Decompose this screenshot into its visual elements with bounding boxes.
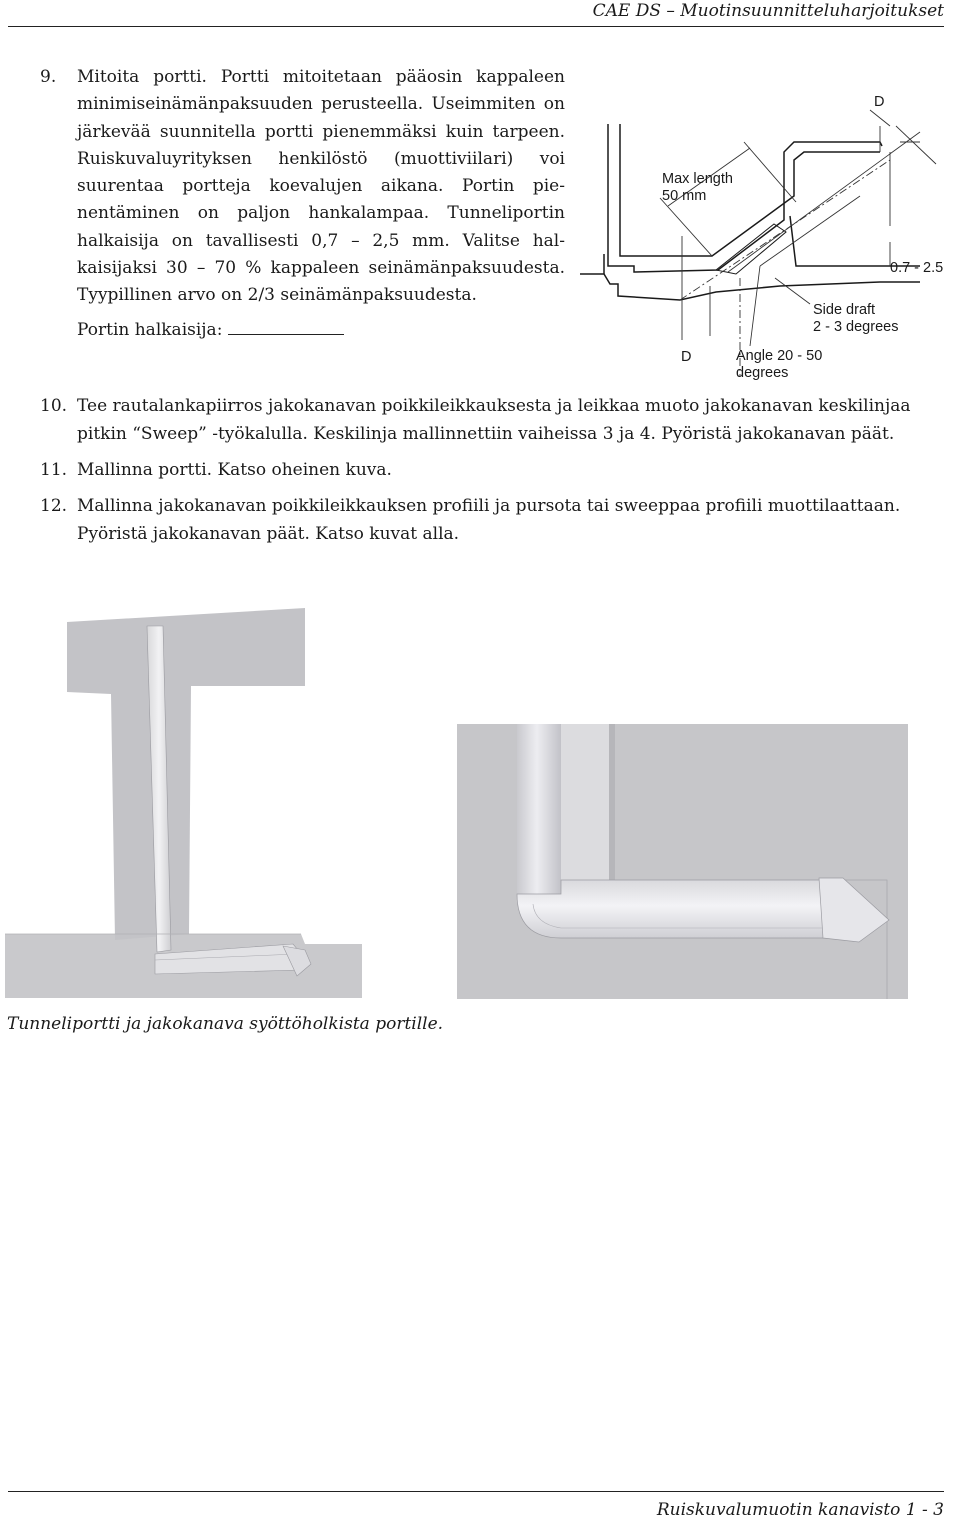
label-angle-value: degrees (736, 365, 789, 381)
list-item-11 (40, 456, 944, 484)
item-text: Mallinna jakokanavan poikkileikkauksen profiili ja pursota tai sweeppaa profiili muottilaattaan. Pyöristä jakokanavan päät. Katso kuvat alla. (77, 496, 901, 544)
label-max-length-value: 50 mm (662, 188, 707, 204)
label-d-bottom: D (681, 349, 692, 365)
list-item-10 (40, 392, 944, 448)
header-rule (8, 26, 944, 27)
list-item-9 (40, 64, 565, 310)
gate-diameter-blank (228, 316, 344, 335)
label-side-draft: Side draft (813, 302, 876, 318)
item-number: 11. (40, 460, 68, 480)
item-text: Mallinna portti. Katso oheinen kuva. (77, 460, 392, 480)
label-d-top: D (874, 94, 885, 110)
item-text: Mitoita portti. Portti mitoitetaan pääosin kappaleen minimiseinämänpaksuuden perusteella. Useimmiten on järkevää suunnitella portti pienemmäksi kuin tarpeen. Ruiskuvaluyrityksen henkilöstö (muottiviilari) voi suurentaa portteja koevalujen aikana. Portin pienentäminen on paljon hankalampaa. Tunneliportin halkaisija on tavallisesti 0,7 – 2,5 mm. Valitse halkaisijaksi 30 – 70 % kappaleen seinämänpaksuudesta. Tyypillinen arvo on 2/3 seinämänpaksuudesta. (77, 67, 565, 306)
gate-diameter-label: Portin halkaisija: (77, 320, 223, 340)
list-item-12 (40, 492, 944, 548)
label-side-draft-value: 2 - 3 degrees (813, 319, 899, 335)
gate-diameter-field (77, 316, 344, 344)
page-footer: Ruiskuvalumuotin kanavisto 1 - 3 (656, 1500, 944, 1520)
item-number: 10. (40, 396, 68, 416)
page-header: CAE DS – Muotinsuunnitteluharjoitukset (592, 1, 944, 21)
item-number: 9. (40, 67, 57, 87)
label-angle: Angle 20 - 50 (736, 348, 823, 364)
label-max-length: Max length (662, 171, 733, 187)
instruction-list (40, 392, 944, 556)
label-thickness: 0.7 - 2.5 (890, 260, 944, 276)
figure-caption: Tunneliportti ja jakokanava syöttöholkista portille. (7, 1014, 444, 1034)
tunnel-gate-render (5, 604, 362, 998)
footer-rule (8, 1491, 944, 1492)
tunnel-gate-diagram (560, 86, 960, 390)
item-text: Tee rautalankapiirros jakokanavan poikkileikkauksesta ja leikkaa muoto jakokanavan keskilinjaa pitkin “Sweep” -työkalulla. Keskilinja mallinnettiin vaiheissa 3 ja 4. Pyöristä jakokanavan päät. (77, 396, 911, 444)
runner-render (457, 724, 908, 999)
item-number: 12. (40, 496, 68, 516)
